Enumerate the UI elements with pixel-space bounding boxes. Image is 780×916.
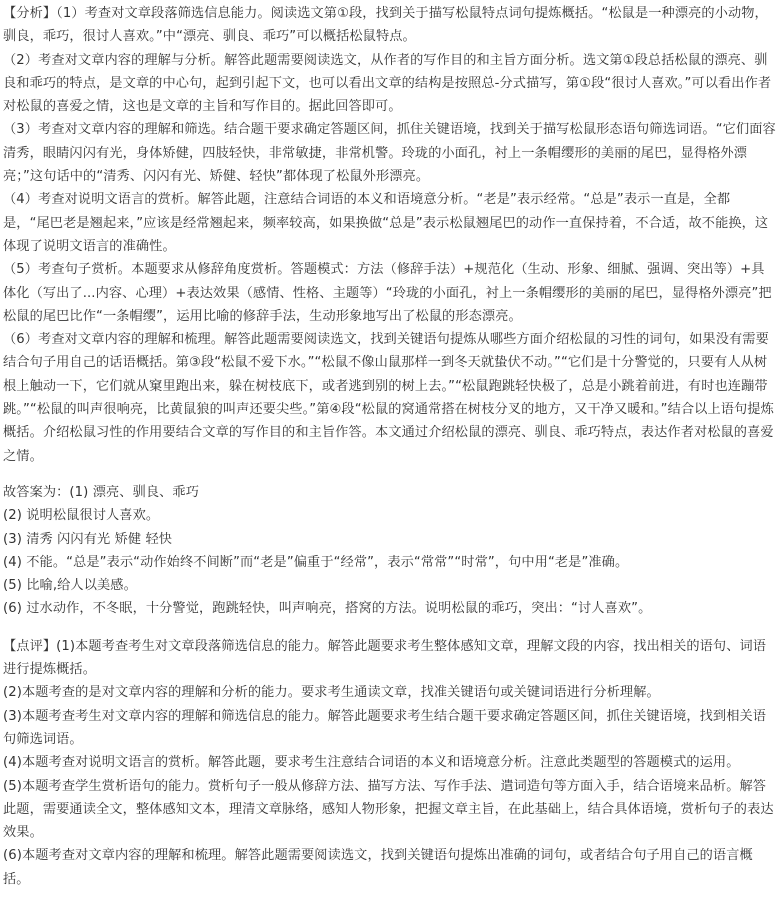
answer-item-6: (6) 过水动作，不冬眠，十分警觉，跑跳轻快，叫声响亮，搭窝的方法。说明松鼠的乖巧，突出：“讨人喜欢”。: [3, 601, 652, 617]
analysis-paragraph-4: （4）考查对说明文语言的赏析。解答此题，注意结合词语的本义和语境意分析。“老是”表示经常。“总是”表示一直是，全都是，“尾巴老是翘起来，”应该是经常翘起来，频率较高，如果换做“总是”表示松鼠翘尾巴的动作一直保持着，不合适，故不能换，这体现了说明文语言的准确性。: [3, 192, 769, 254]
comment-paragraph-3: (3)本题考查考生对文章内容的理解和筛选信息的能力。解答此题要求考生结合题干要求确定答题区间，抓住关键语境，找到相关语句筛选词语。: [3, 708, 767, 747]
comment-paragraph-6: (6)本题考查对文章内容的理解和梳理。解答此题需要阅读选文，找到关键语句提炼出准确的词句，或者结合句子用自己的语言概括。: [3, 848, 753, 887]
analysis-paragraph-5: （5）考查句子赏析。本题要求从修辞角度赏析。答题模式：方法（修辞手法）+规范化（生动、形象、细腻、强调、突出等）+具体化（写出了...内容、心理）+表达效果（感情、性格、主题等）“玲珑的小面孔，衬上一条帽缨形的美丽的尾巴，显得格外漂亮”把松鼠的尾巴比作“一条帽缨”，运用比喻的修辞手法，生动形象地写出了松鼠的形态漂亮。: [3, 262, 772, 324]
comment-paragraph-1: 【点评】(1)本题考查考生对文章段落筛选信息的能力。解答此题要求考生整体感知文章，理解文段的内容，找出相关的语句、词语进行提炼概括。: [3, 638, 767, 678]
answer-item-3: (3) 清秀 闪闪有光 矫健 轻快: [3, 531, 173, 547]
comment-paragraph-4: (4)本题考查对说明文语言的赏析。解答此题，要求考生注意结合词语的本义和语境意分析。注意此类题型的答题模式的运用。: [3, 755, 740, 771]
comment-section: [3, 635, 776, 891]
answers-section: [3, 481, 776, 621]
answers-intro: 故答案为：(1) 漂亮、驯良、乖巧: [3, 484, 200, 500]
analysis-paragraph-1: 【分析】（1）考查对文章段落筛选信息能力。阅读选文第①段，找到关于描写松鼠特点词句提炼概括。“松鼠是一种漂亮的小动物，驯良，乖巧，很讨人喜欢。”中“漂亮、驯良、乖巧”可以概括松鼠特点。: [3, 6, 768, 45]
comment-paragraph-5: (5)本题考查学生赏析语句的能力。赏析句子一般从修辞方法、描写方法、写作手法、遣词造句等方面入手，结合语境来品析。解答此题，需要通读全文，整体感知文本，理清文章脉络，感知人物形象，把握文章主旨，在此基础上，结合具体语境，赏析句子的表达效果。: [3, 778, 774, 841]
analysis-paragraph-6: （6）考查对文章内容的理解和梳理。解答此题需要阅读选文，找到关键语句提炼从哪些方面介绍松鼠的习性的词句，如果没有需要结合句子用自己的话语概括。第③段“松鼠不爱下水。”“松鼠不像山鼠那样一到冬天就蛰伏不动。”“它们是十分警觉的，只要有人从树根上触动一下，它们就从窠里跑出来，躲在树枝底下，或者逃到别的树上去。”“松鼠跑跳轻快极了，总是小跳着前进，有时也连蹦带跳。”“松鼠的叫声很响亮，比黄鼠狼的叫声还要尖些。”第④段“松鼠的窝通常搭在树枝分叉的地方，又干净又暖和。”结合以上语句提炼概括。介绍松鼠习性的作用要结合文章的写作目的和主旨作答。本文通过介绍松鼠的漂亮、驯良、乖巧特点，表达作者对松鼠的喜爱之情。: [3, 332, 774, 464]
analysis-paragraph-3: （3）考查对文章内容的理解和筛选。结合题干要求确定答题区间，抓住关键语境，找到关于描写松鼠形态语句筛选词语。“它们面容清秀，眼睛闪闪有光，身体矫健，四肢轻快，非常敏捷，非常机警。玲珑的小面孔，衬上一条帽缨形的美丽的尾巴，显得格外漂亮；”这句话中的“清秀、闪闪有光、矫健、轻快”都体现了松鼠外形漂亮。: [3, 122, 776, 185]
analysis-paragraph-2: （2）考查对文章内容的理解与分析。解答此题需要阅读选文，从作者的写作目的和主旨方面分析。选文第①段总括松鼠的漂亮、驯良和乖巧的特点，是文章的中心句，起到引起下文，也可以看出文章的结构是按照总-分式描写，第①段“很讨人喜欢。”可以看出作者对松鼠的喜爱之情，这也是文章的主旨和写作目的。据此回答即可。: [3, 52, 772, 115]
answer-item-5: (5) 比喻,给人以美感。: [3, 578, 137, 594]
answer-item-2: (2) 说明松鼠很讨人喜欢。: [3, 508, 160, 524]
answer-item-4: (4) 不能。“总是”表示“动作始终不间断”而“老是”偏重于“经常”，表示“常常”“时常”，句中用“老是”准确。: [3, 554, 629, 570]
comment-paragraph-2: (2)本题考查的是对文章内容的理解和分析的能力。要求考生通读文章，找准关键语句或关键词语进行分析理解。: [3, 685, 660, 701]
analysis-section: [3, 2, 776, 468]
